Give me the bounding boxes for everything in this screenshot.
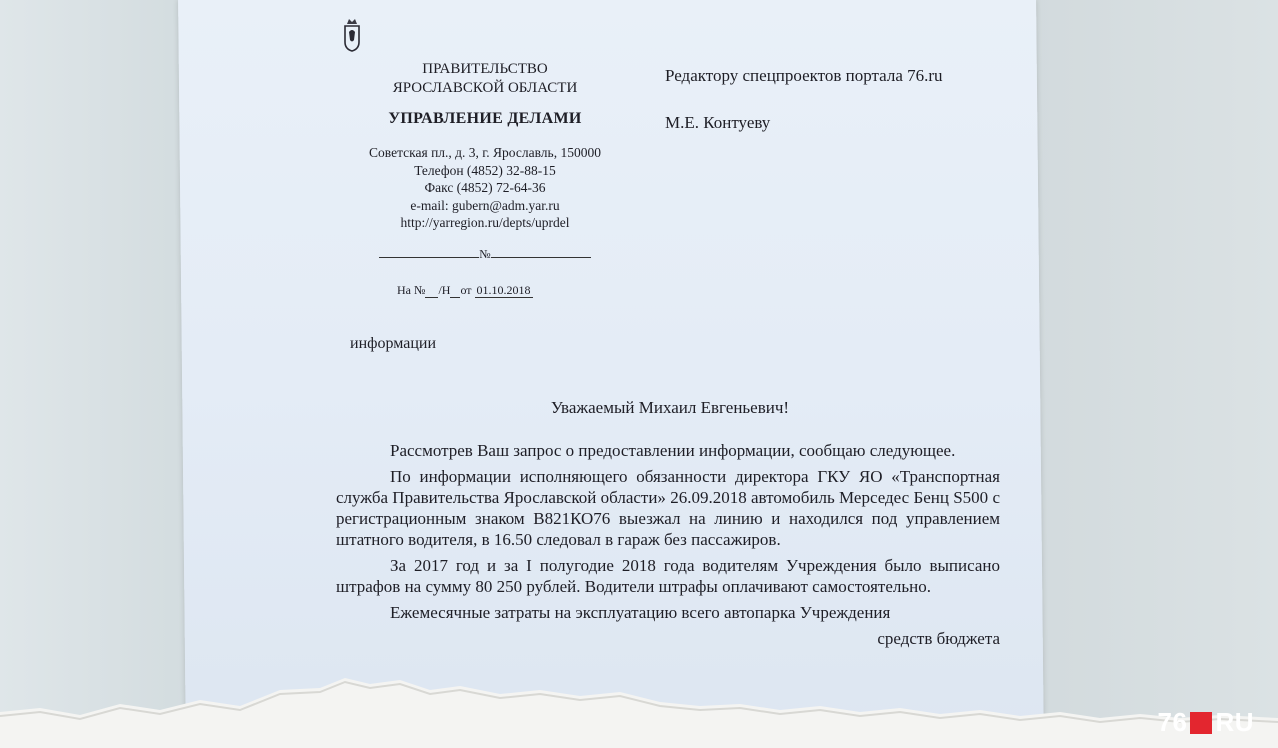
torn-paper-edge	[0, 660, 1278, 748]
subject-line: информации	[350, 335, 437, 352]
greeting: Уважаемый Михаил Евгеньевич!	[550, 398, 790, 417]
letterhead-address: Советская пл., д. 3, г. Ярославль, 150000	[369, 145, 601, 160]
logo-number: 76	[1157, 707, 1188, 737]
paragraph-4: Ежемесячные затраты на эксплуатацию всего автопарка Учреждения	[390, 603, 891, 622]
letter-body	[336, 440, 1000, 654]
reply-reference	[397, 283, 533, 298]
coat-of-arms-icon	[343, 18, 361, 52]
letterhead-website: http://yarregion.ru/depts/uprdel	[400, 215, 570, 230]
reply-date: 01.10.2018	[476, 283, 531, 297]
letterhead-department: УПРАВЛЕНИЕ ДЕЛАМИ	[388, 110, 582, 127]
letterhead-gov-line2: ЯРОСЛАВСКОЙ ОБЛАСТИ	[392, 80, 578, 96]
letterhead-fax: Факс (4852) 72-64-36	[424, 180, 546, 195]
paragraph-2: По информации исполняющего обязанности директора ГКУ ЯО «Транспортная служба Правительства Ярославской области» 26.09.2018 автомобиль Мерседес Бенц S500 с регистрационным знаком В821КО76 выезжал на линию и находился под управлением штатного водителя, в 16.50 следовал в гараж без пассажиров.	[336, 467, 1000, 549]
registration-line	[376, 247, 594, 262]
recipient-title: Редактору спецпроектов портала 76.ru	[665, 66, 943, 85]
letterhead-phone: Телефон (4852) 32-88-15	[414, 162, 556, 178]
reply-prefix: На №	[397, 283, 426, 297]
logo-red-square-icon	[1190, 712, 1212, 734]
paragraph-fragment: средств бюджета	[877, 629, 1000, 648]
site-logo	[1158, 707, 1254, 738]
recipient-name: М.Е. Контуеву	[665, 113, 771, 132]
letterhead-gov-line1: ПРАВИТЕЛЬСТВО	[422, 61, 548, 77]
letterhead-government	[380, 60, 590, 98]
reply-from: от	[460, 283, 472, 297]
logo-suffix: RU	[1215, 707, 1254, 737]
letterhead-email: e-mail: gubern@adm.yar.ru	[410, 197, 560, 213]
background-right	[1028, 0, 1278, 748]
paragraph-1: Рассмотрев Ваш запрос о предоставлении информации, сообщаю следующее.	[390, 441, 956, 460]
reply-mid: /Н	[438, 283, 451, 297]
reg-date-blank	[379, 247, 479, 258]
paragraph-3: За 2017 год и за I полугодие 2018 года водителям Учреждения было выписано штрафов на сумму 80 250 рублей. Водители штрафы оплачивают самостоятельно.	[336, 556, 1000, 596]
letterhead-contacts	[340, 144, 630, 232]
reg-number-blank	[491, 247, 591, 258]
reg-number-sign: №	[479, 247, 491, 261]
background-left	[0, 0, 190, 748]
